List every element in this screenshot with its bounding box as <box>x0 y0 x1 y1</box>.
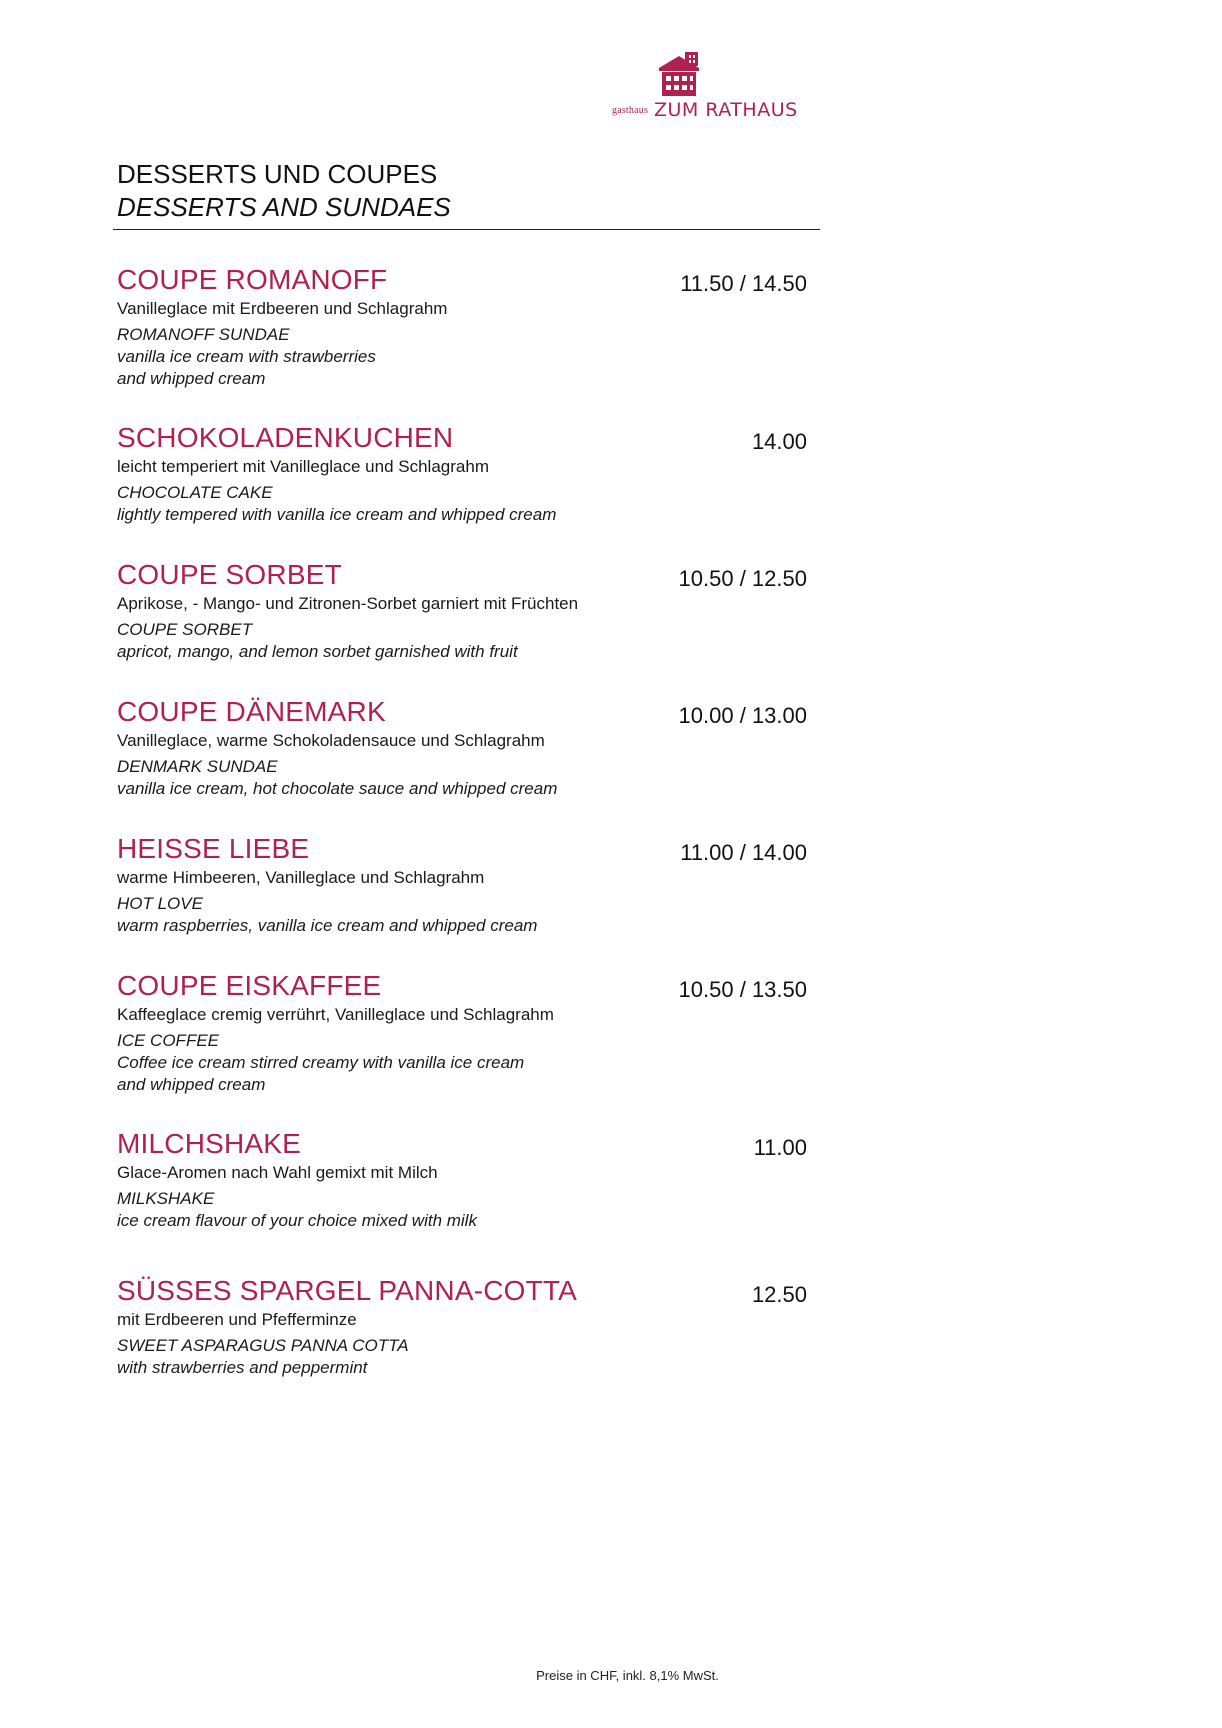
dessert-name: SCHOKOLADENKUCHEN <box>117 422 454 453</box>
page-heading <box>117 158 817 224</box>
dessert-description-german: mit Erdbeeren und Pfefferminze <box>117 1310 357 1329</box>
dessert-description-english <box>117 619 807 663</box>
english-line: CHOCOLATE CAKE <box>117 483 273 502</box>
english-line: with strawberries and peppermint <box>117 1358 368 1377</box>
dessert-price: 10.50 / 13.50 <box>678 977 807 1002</box>
dessert-price: 14.00 <box>751 429 807 454</box>
menu-item <box>117 695 807 800</box>
english-line: lightly tempered with vanilla ice cream and whipped cream <box>117 505 557 524</box>
building-logo-icon <box>656 52 702 98</box>
dessert-description-english <box>117 1335 807 1379</box>
english-line: DENMARK SUNDAE <box>117 757 278 776</box>
dessert-description-german: warme Himbeeren, Vanilleglace und Schlagrahm <box>117 868 485 887</box>
dessert-description-english <box>117 482 807 526</box>
dessert-description-german: Aprikose, - Mango- und Zitronen-Sorbet garniert mit Früchten <box>117 594 579 613</box>
logo-name: ZUM RATHAUS <box>654 99 798 121</box>
menu-item <box>117 1127 807 1232</box>
dessert-description-english <box>117 1030 807 1096</box>
dessert-name: COUPE SORBET <box>117 559 342 590</box>
dessert-description-german: leicht temperiert mit Vanilleglace und Schlagrahm <box>117 457 489 476</box>
english-line: warm raspberries, vanilla ice cream and whipped cream <box>117 916 538 935</box>
dessert-name: COUPE EISKAFFEE <box>117 970 382 1001</box>
english-line: SWEET ASPARAGUS PANNA COTTA <box>117 1336 409 1355</box>
logo-small-text: gasthaus <box>612 105 649 116</box>
dessert-description-english <box>117 324 807 390</box>
menu-item <box>117 263 807 390</box>
dessert-description-german: Vanilleglace, warme Schokoladensauce und Schlagrahm <box>117 731 545 750</box>
dessert-name: COUPE DÄNEMARK <box>117 696 386 727</box>
dessert-name: SÜSSES SPARGEL PANNA-COTTA <box>117 1275 578 1306</box>
heading-german: DESSERTS UND COUPES <box>117 159 438 189</box>
menu-item <box>117 969 807 1096</box>
dessert-name: COUPE ROMANOFF <box>117 264 388 295</box>
dessert-price: 10.00 / 13.00 <box>678 703 807 728</box>
dessert-price: 10.50 / 12.50 <box>678 566 807 591</box>
menu-item <box>117 832 807 937</box>
english-line: ROMANOFF SUNDAE <box>117 325 290 344</box>
english-line: vanilla ice cream, hot chocolate sauce and whipped cream <box>117 779 558 798</box>
english-line: apricot, mango, and lemon sorbet garnished with fruit <box>117 642 518 661</box>
english-line: COUPE SORBET <box>117 620 253 639</box>
dessert-price: 12.50 <box>751 1282 807 1307</box>
menu-item <box>117 1274 807 1379</box>
english-line: ICE COFFEE <box>117 1031 220 1050</box>
dessert-description-german: Glace-Aromen nach Wahl gemixt mit Milch <box>117 1163 438 1182</box>
heading-divider <box>113 229 820 230</box>
dessert-price: 11.00 <box>753 1135 807 1160</box>
dessert-description-english <box>117 1188 807 1232</box>
menu-item <box>117 558 807 663</box>
english-line: ice cream flavour of your choice mixed with milk <box>117 1211 477 1230</box>
heading-english: DESSERTS AND SUNDAES <box>117 192 451 222</box>
price-footnote: Preise in CHF, inkl. 8,1% MwSt. <box>536 1668 719 1683</box>
english-line: MILKSHAKE <box>117 1189 215 1208</box>
english-line: vanilla ice cream with strawberries <box>117 347 376 366</box>
menu-item <box>117 421 807 526</box>
english-line: Coffee ice cream stirred creamy with vanilla ice cream <box>117 1053 525 1072</box>
english-line: HOT LOVE <box>117 894 203 913</box>
dessert-price: 11.50 / 14.50 <box>680 271 807 296</box>
dessert-name: MILCHSHAKE <box>117 1128 302 1159</box>
english-line: and whipped cream <box>117 1075 266 1094</box>
dessert-description-english <box>117 893 807 937</box>
dessert-name: HEISSE LIEBE <box>117 833 310 864</box>
dessert-description-german: Kaffeeglace cremig verrührt, Vanilleglace und Schlagrahm <box>117 1005 554 1024</box>
dessert-description-german: Vanilleglace mit Erdbeeren und Schlagrahm <box>117 299 448 318</box>
dessert-description-english <box>117 756 807 800</box>
restaurant-logo <box>612 48 812 128</box>
dessert-price: 11.00 / 14.00 <box>680 840 807 865</box>
english-line: and whipped cream <box>117 369 266 388</box>
